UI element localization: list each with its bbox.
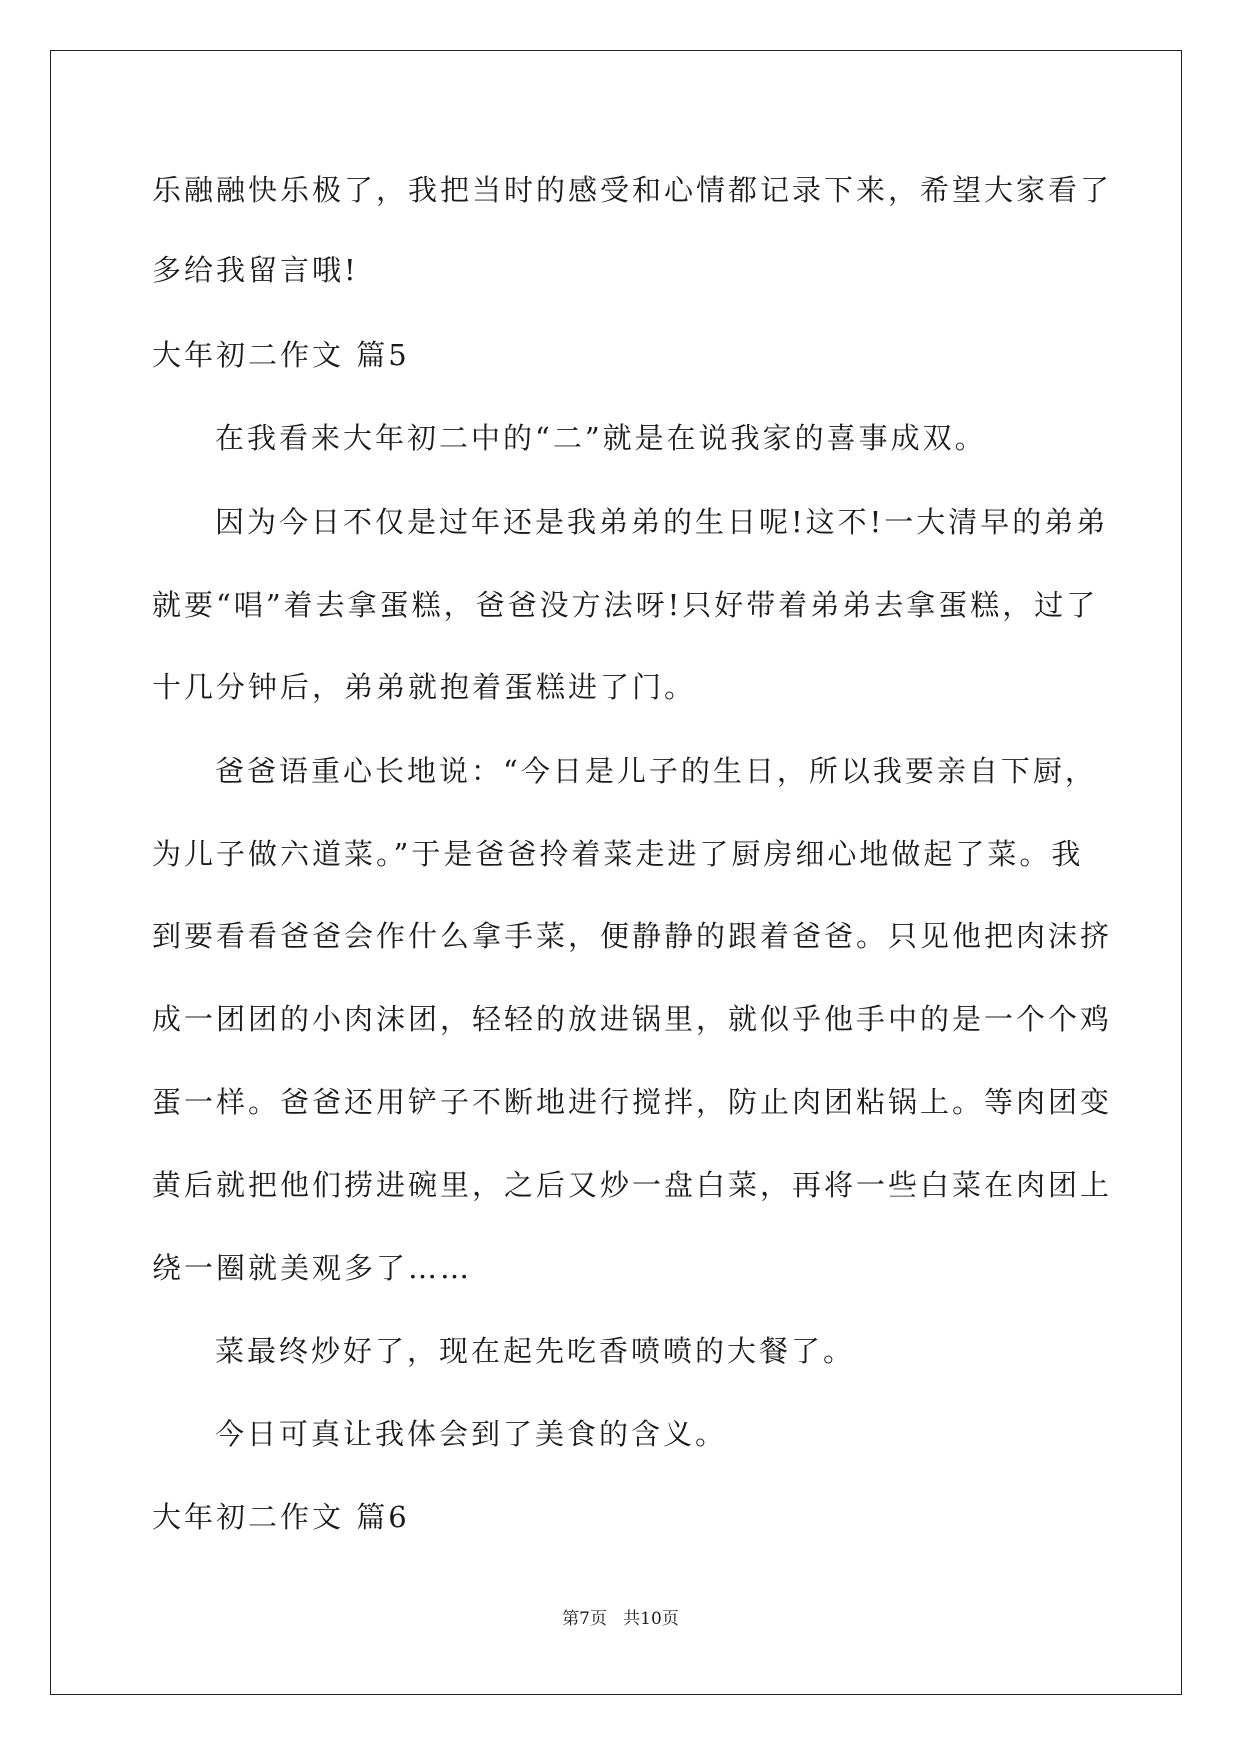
paragraph-line: 十几分钟后，弟弟就抱着蛋糕进了门。 xyxy=(152,670,697,704)
paragraph-line: 爸爸语重心长地说：“今日是儿子的生日，所以我要亲自下厨， xyxy=(215,754,1097,788)
paragraph-line: 今日可真让我体会到了美食的含义。 xyxy=(215,1417,728,1451)
paragraph-line: 菜最终炒好了，现在起先吃香喷喷的大餐了。 xyxy=(215,1334,856,1368)
paragraph-line: 在我看来大年初二中的“二”就是在说我家的喜事成双。 xyxy=(215,421,987,455)
section-heading: 大年初二作文 篇5 xyxy=(152,338,410,372)
paragraph-line: 多给我留言哦! xyxy=(152,253,359,287)
paragraph-line: 为儿子做六道菜。”于是爸爸拎着菜走进了厨房细心地做起了菜。我 xyxy=(152,837,1084,871)
paragraph-line: 到要看看爸爸会作什么拿手菜，便静静的跟着爸爸。只见他把肉沫挤 xyxy=(152,919,1113,953)
paragraph-line: 黄后就把他们捞进碗里，之后又炒一盘白菜，再将一些白菜在肉团上 xyxy=(152,1168,1113,1202)
section-heading: 大年初二作文 篇6 xyxy=(152,1500,410,1534)
paragraph-line: 成一团团的小肉沫团，轻轻的放进锅里，就似乎他手中的是一个个鸡 xyxy=(152,1002,1113,1036)
paragraph-line: 因为今日不仅是过年还是我弟弟的生日呢!这不!一大清早的弟弟 xyxy=(215,505,1109,539)
page-number-footer: 第7页 共10页 xyxy=(562,1609,679,1629)
paragraph-line: 蛋一样。爸爸还用铲子不断地进行搅拌，防止肉团粘锅上。等肉团变 xyxy=(152,1085,1113,1119)
paragraph-line: 就要“唱”着去拿蛋糕，爸爸没方法呀!只好带着弟弟去拿蛋糕，过了 xyxy=(152,588,1099,622)
paragraph-line: 乐融融快乐极了，我把当时的感受和心情都记录下来，希望大家看了 xyxy=(152,173,1113,207)
paragraph-line: 绕一圈就美观多了…… xyxy=(152,1251,473,1285)
